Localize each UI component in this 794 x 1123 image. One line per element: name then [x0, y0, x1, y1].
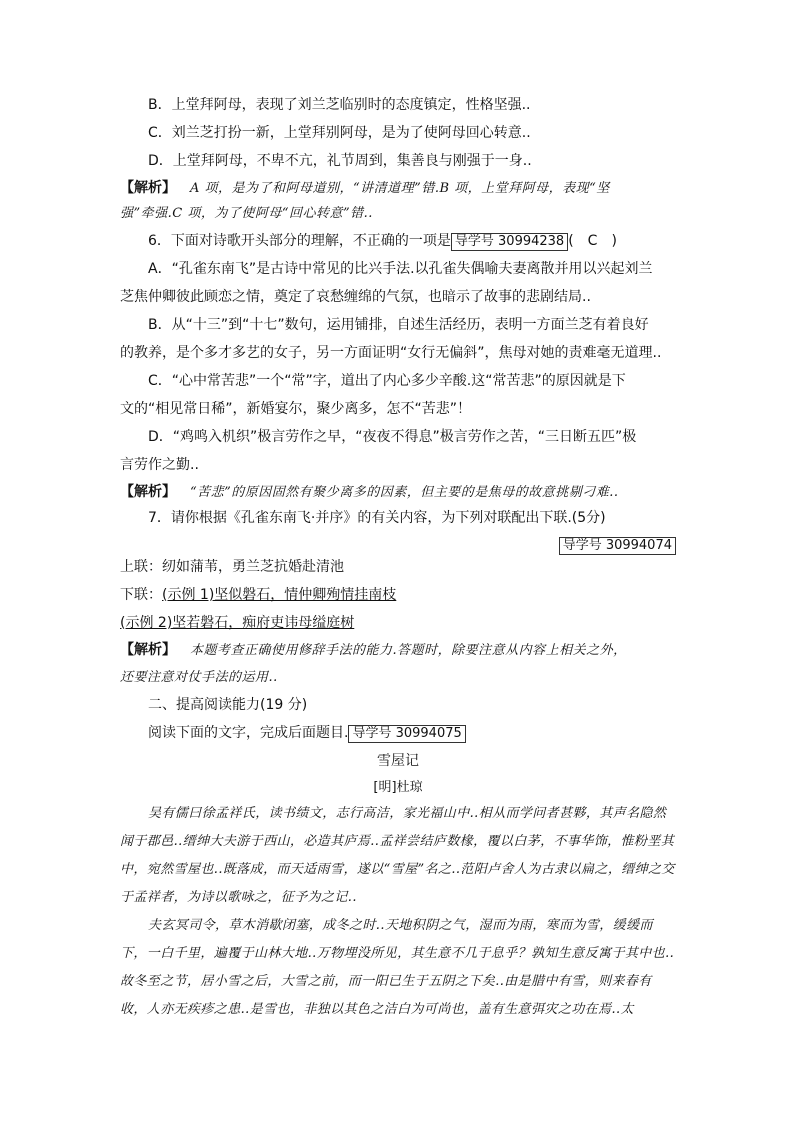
q6-option-a-1: A．“孔雀东南飞”是古诗中常见的比兴手法.以孔雀失偶喻夫妻离散并用以兴起刘兰	[148, 261, 653, 277]
q5-option-d: D．上堂拜阿母，不卑不亢，礼节周到，集善良与刚强于一身..	[148, 153, 532, 169]
q7-stem: 7．请你根据《孔雀东南飞·并序》的有关内容，为下列对联配出下联.(5分)	[148, 510, 606, 526]
q6-guide-id[interactable]: 导学号 30994238	[451, 233, 568, 251]
q5-analysis-line-2	[120, 203, 676, 224]
analysis-label: 【解析】	[120, 484, 176, 500]
q6-analysis-text: “苦悲”的原因固然有聚少离多的因素，但主要的是焦母的故意挑剔刁难..	[190, 485, 619, 500]
q6-option-b-1: B．从“十三”到“十七”数句，运用铺排，自述生活经历，表明一方面兰芝有着良好	[148, 317, 649, 333]
q6-answer: ( C )	[568, 233, 617, 249]
q6-option-b-2: 的教养，是个多才多艺的女子，另一方面证明“女行无偏斜”，焦母对她的责难毫无道理..	[120, 345, 662, 361]
q7-analysis-text-2: 还要注意对仗手法的运用..	[120, 670, 278, 685]
passage-paragraph-1: 吴有儒曰徐孟祥氏，读书绩文，志行高洁，家光福山中..相从而学问者甚夥，其声名隐然闻于郡邑..缙绅大夫游于西山，必造其庐焉..孟祥尝结庐数椽，覆以白茅，不事华饰，惟粉垩其中，宛然雪屋也..既落成，而天适雨雪，遂以“雪屋”名之..范阳卢舍人为古隶以扁之，缙绅之交于孟祥者，为诗以歌咏之，征予为之记..	[120, 806, 675, 905]
q6-stem-line	[148, 231, 676, 251]
q7-analysis-text: 本题考查正确使用修辞手法的能力.答题时，除要注意从内容上相关之外，	[190, 643, 627, 658]
q5-option-b: B．上堂拜阿母，表现了刘兰芝临别时的态度镇定，性格坚强..	[148, 97, 531, 113]
q5-analysis-text: A 项，是为了和阿母道别，“讲清道理”错.B 项，上堂拜阿母，表现“坚	[190, 181, 610, 196]
q7-guide-id-line	[120, 535, 676, 555]
q7-lower-couplet-2	[120, 613, 676, 633]
q6-option-c-2: 文的“相见常日稀”，新婚宴尔，聚少离多，怎不“苦悲”！	[120, 401, 472, 417]
q7-upper-couplet: 上联：纫如蒲苇，勇兰芝抗婚赴清池	[120, 559, 344, 575]
passage-author: [明]杜琼	[373, 780, 423, 795]
q7-lower-label: 下联：	[120, 587, 162, 603]
q6-analysis	[120, 482, 676, 503]
section-heading: 二、提高阅读能力(19 分)	[148, 697, 308, 713]
reading-instruction: 阅读下面的文字，完成后面题目.	[148, 725, 349, 741]
reading-instruction-line	[148, 723, 676, 743]
q6-stem: 6．下面对诗歌开头部分的理解，不正确的一项是	[148, 233, 451, 249]
section2-guide-id[interactable]: 导学号 30994075	[348, 725, 465, 743]
q7-analysis-line-2	[120, 667, 676, 688]
q7-lower-couplet-1	[120, 585, 676, 605]
q5-analysis-line-1	[120, 178, 676, 199]
analysis-label: 【解析】	[120, 180, 176, 196]
q5-option-c: C．刘兰芝打扮一新，上堂拜别阿母，是为了使阿母回心转意..	[148, 125, 531, 141]
passage-paragraph-2: 夫玄冥司令，草木消歇闭塞，成冬之时..天地积阴之气，湿而为雨，寒而为雪，缓缓而下，一白千里，遍覆于山林大地..万物埋没所见，其生意不几于息乎？孰知生意反寓于其中也..故冬至之节，居小雪之后，大雪之前，而一阳已生于五阴之下矣..由是腊中有雪，则来春有收，人亦无疾疹之患..是雪也，非独以其色之洁白为可尚也，盖有生意弭灾之功在焉..太	[120, 918, 675, 1017]
q6-option-d-2: 言劳作之勤..	[120, 457, 199, 473]
passage-title: 雪屋记	[377, 753, 419, 769]
analysis-label: 【解析】	[120, 642, 176, 658]
q7-analysis-line-1	[120, 640, 676, 661]
q6-option-c-1: C．“心中常苦悲”一个“常”字，道出了内心多少辛酸.这“常苦悲”的原因就是下	[148, 373, 626, 389]
q7-lower-example-2: (示例 2)坚若磐石，痴府吏讳母缢庭树	[120, 615, 355, 631]
q6-option-a-2: 芝焦仲卿彼此顾恋之情，奠定了哀愁缠绵的气氛，也暗示了故事的悲剧结局..	[120, 289, 591, 305]
q6-option-d-1: D．“鸡鸣入机织”极言劳作之早，“夜夜不得息”极言劳作之苦，“三日断五匹”极	[148, 429, 637, 445]
q7-lower-example-1: (示例 1)坚似磐石，情仲卿殉情挂南枝	[162, 587, 397, 603]
q7-guide-id[interactable]: 导学号 30994074	[559, 537, 676, 555]
q5-analysis-text-2: 强”牵强.C 项，为了使阿母“回心转意”错..	[120, 206, 373, 221]
